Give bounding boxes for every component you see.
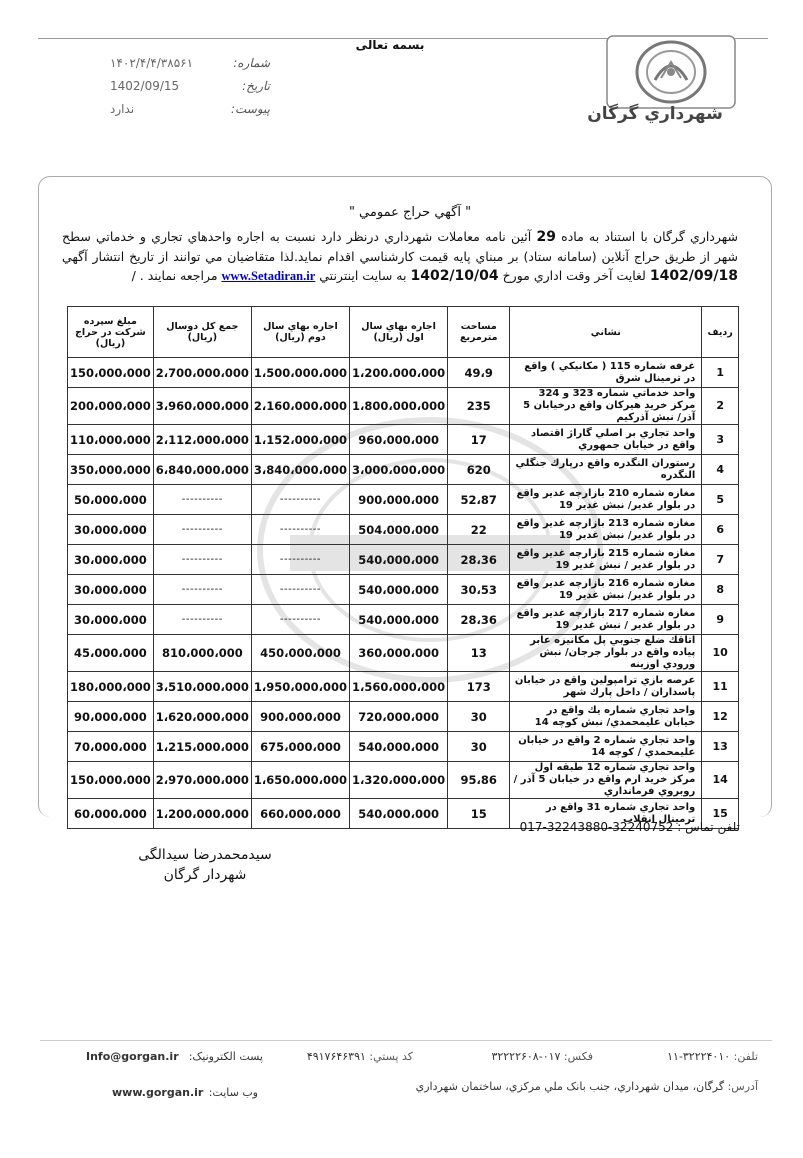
header-address: نشاني [510,307,702,358]
cell-address: غرفه شماره 115 ( مكانيكي ) واقع در ترمينال شرق [510,358,702,388]
cell-total: ---------- [153,545,251,575]
footer-tel-label: تلفن: [733,1050,758,1063]
cell-total: 6،840،000،000 [153,455,251,485]
cell-row-no: 4 [702,455,739,485]
notice-text-2: آئين نامه معاملات شهرداري درنظر دارد نسبت به اجاره واحدهاي تجاري و خدماتي سطح شهر از طريق حراج آنلاين (سامانه ستاد) بر مبناي پايه قيمت كارشناسي اقدام نمايد.لذا متقاضيان مي توانند از تاريخ انتشار آگهي [62,229,738,264]
cell-rent-year1: 1،200،000،000 [350,358,448,388]
cell-deposit: 90،000،000 [68,702,154,732]
footer-address [398,1080,758,1093]
footer-web-link[interactable]: www.gorgan.ir [112,1086,204,1099]
table-row [68,732,739,762]
cell-row-no: 14 [702,762,739,799]
bismillah-heading: بسمه تعالی [355,38,425,52]
cell-address: مغازه شماره 210 بازارچه غدير واقع در بلوار غدير/ نبش غدير 19 [510,485,702,515]
cell-total: 2،112،000،000 [153,425,251,455]
cell-rent-year1: 1،320،000،000 [350,762,448,799]
letter-date-row [110,79,270,99]
cell-address: اتاقك ضلع جنوبي پل مكانيزه عابر پياده واقع در بلوار جرجان/ نبش ورودي اوزينه [510,635,702,672]
signature-block [120,845,290,885]
cell-rent-year2: 675،000،000 [251,732,349,762]
cell-total: 1،200،000،000 [153,799,251,829]
cell-row-no: 8 [702,575,739,605]
cell-deposit: 110،000،000 [68,425,154,455]
footer-postal-value: ۴۹۱۷۶۴۶۳۹۱ [306,1050,366,1063]
letter-number-row [110,56,270,76]
cell-rent-year1: 360،000،000 [350,635,448,672]
cell-area: 52،87 [448,485,510,515]
auction-table-body [68,358,739,829]
cell-row-no: 2 [702,388,739,425]
cell-total: 1،215،000،000 [153,732,251,762]
cell-address: واحد تجاري شماره 12 طبقه اول مركز خريد ارم واقع در خيابان 5 آذر / روبروي فرمانداري [510,762,702,799]
setadiran-link[interactable]: www.Setadiran.ir [221,269,316,283]
footer-fax-label: فكس: [563,1050,593,1063]
signer-name: سیدمحمدرضا سیدالگی [138,847,272,863]
cell-row-no: 10 [702,635,739,672]
cell-rent-year2: 450،000،000 [251,635,349,672]
table-row [68,545,739,575]
cell-deposit: 50،000،000 [68,485,154,515]
cell-address: مغازه شماره 213 بازارچه غدير واقع در بلوار غدير/ نبش غدير 19 [510,515,702,545]
cell-deposit: 30،000،000 [68,605,154,635]
table-header-row [68,307,739,358]
cell-rent-year1: 540،000،000 [350,575,448,605]
cell-rent-year2: 900،000،000 [251,702,349,732]
cell-total: ---------- [153,515,251,545]
cell-area: 30 [448,732,510,762]
table-row [68,388,739,425]
cell-deposit: 150،000،000 [68,762,154,799]
cell-rent-year2: ---------- [251,545,349,575]
table-row [68,515,739,545]
article-number: 29 [536,229,556,245]
cell-area: 173 [448,672,510,702]
cell-rent-year2: ---------- [251,485,349,515]
cell-total: 2،700،000،000 [153,358,251,388]
cell-rent-year1: 3،000،000،000 [350,455,448,485]
cell-row-no: 7 [702,545,739,575]
header-row-no: رديف [702,307,739,358]
attachment-label: پیوست: [230,102,270,116]
cell-rent-year1: 960،000،000 [350,425,448,455]
cell-total: ---------- [153,485,251,515]
notice-text-3: لغايت آخر وقت اداري مورخ [498,268,650,283]
cell-row-no: 1 [702,358,739,388]
cell-area: 15 [448,799,510,829]
table-row [68,702,739,732]
cell-row-no: 6 [702,515,739,545]
footer-address-value: گرگان، ميدان شهرداري، جنب بانک ملي مركزي، ساختمان شهرداري [415,1080,725,1093]
footer-email-link[interactable]: Info@gorgan.ir [86,1050,179,1063]
cell-rent-year2: 1،500،000،000 [251,358,349,388]
table-row [68,485,739,515]
table-row [68,425,739,455]
contact-phone [510,820,740,834]
cell-rent-year2: 3،840،000،000 [251,455,349,485]
cell-total: ---------- [153,575,251,605]
cell-address: عرصه بازي ترامپولين واقع در خيابان پاسداران / داخل پارك شهر [510,672,702,702]
end-date: 1402/10/04 [410,268,499,284]
cell-row-no: 5 [702,485,739,515]
cell-rent-year2: 1،650،000،000 [251,762,349,799]
cell-row-no: 15 [702,799,739,829]
cell-rent-year1: 1،800،000،000 [350,388,448,425]
org-name: شهرداري گرگان [587,104,723,124]
signer-title: شهردار گرگان [163,867,247,883]
notice-text-1: شهرداري گرگان با استناد به ماده [555,229,738,244]
cell-rent-year2: ---------- [251,605,349,635]
cell-deposit: 60،000،000 [68,799,154,829]
cell-deposit: 200،000،000 [68,388,154,425]
table-row [68,635,739,672]
footer-postal [307,1050,413,1063]
cell-area: 28،36 [448,545,510,575]
notice-text-5: مراجعه نمايند . / [131,268,222,283]
table-row [68,575,739,605]
footer-address-label: آدرس: [727,1080,758,1093]
cell-area: 13 [448,635,510,672]
cell-rent-year1: 1،560،000،000 [350,672,448,702]
cell-row-no: 12 [702,702,739,732]
table-row [68,455,739,485]
footer-fax [491,1050,593,1063]
cell-deposit: 150،000،000 [68,358,154,388]
cell-address: واحد تجاري شماره 31 واقع در ترمينال انقلاب [510,799,702,829]
auction-table [67,306,739,829]
footer-fax-value: ۰۱۷-۳۲۲۲۲۶۰۸ [491,1050,561,1063]
footer-email-label: پست الكترونيک: [188,1050,263,1063]
cell-address: مغازه شماره 216 بازارچه غدير واقع در بلوار غدير/ نبش غدير 19 [510,575,702,605]
number-value: ۱۴۰۲/۴/۴/۳۸۵۶۱ [110,56,194,70]
table-row [68,762,739,799]
cell-row-no: 13 [702,732,739,762]
cell-total: 810،000،000 [153,635,251,672]
cell-deposit: 30،000،000 [68,545,154,575]
notice-text-4: به سايت اينترنتي [315,268,411,283]
number-label: شماره: [233,56,270,70]
cell-area: 17 [448,425,510,455]
cell-rent-year1: 540،000،000 [350,605,448,635]
cell-address: واحد تجاري شماره يك واقع در خيابان عليمحمدي/ نبش كوچه 14 [510,702,702,732]
table-row [68,358,739,388]
cell-rent-year1: 720،000،000 [350,702,448,732]
cell-rent-year2: 2،160،000،000 [251,388,349,425]
cell-rent-year2: 1،152،000،000 [251,425,349,455]
cell-area: 22 [448,515,510,545]
cell-deposit: 30،000،000 [68,575,154,605]
cell-area: 235 [448,388,510,425]
cell-total: 3،510،000،000 [153,672,251,702]
cell-rent-year1: 540،000،000 [350,545,448,575]
header-deposit: مبلغ سپرده شركت در حراج (ريال) [68,307,154,358]
cell-rent-year1: 504،000،000 [350,515,448,545]
cell-address: مغازه شماره 217 بازارچه غدير واقع در بلوار غدير / نبش غدير 19 [510,605,702,635]
cell-rent-year2: ---------- [251,515,349,545]
header-rent-year2: اجاره بهاي سال دوم (ريال) [251,307,349,358]
letter-attachment-row [110,102,270,122]
footer-postal-label: كد پستي: [369,1050,413,1063]
cell-address: واحد تجاري شماره 2 واقع در خيابان عليمحمدي / كوچه 14 [510,732,702,762]
table-row [68,672,739,702]
cell-deposit: 70،000،000 [68,732,154,762]
cell-area: 30،53 [448,575,510,605]
start-date: 1402/09/18 [649,268,738,284]
cell-area: 49،9 [448,358,510,388]
cell-area: 30 [448,702,510,732]
cell-address: مغازه شماره 215 بازارچه غدير واقع در بلوار غدير / نبش غدير 19 [510,545,702,575]
cell-total: ---------- [153,605,251,635]
cell-rent-year1: 540،000،000 [350,799,448,829]
attachment-value: ندارد [110,102,135,116]
phone-label: تلفن تماس : [677,820,740,834]
cell-deposit: 30،000،000 [68,515,154,545]
cell-rent-year2: ---------- [251,575,349,605]
municipality-logo [605,34,737,110]
cell-deposit: 350،000،000 [68,455,154,485]
cell-deposit: 180،000،000 [68,672,154,702]
cell-row-no: 11 [702,672,739,702]
cell-total: 1،620،000،000 [153,702,251,732]
date-value: 1402/09/15 [110,79,180,93]
footer-rule [40,1040,772,1041]
phone-value: 017-32243880-32240752 [519,820,674,834]
cell-total: 3،960،000،000 [153,388,251,425]
cell-address: واحد تجاري بر اصلي گاراژ اقتصاد واقع در خيابان جمهوري [510,425,702,455]
footer-tel-value: ۳۲۲۲۴۰۱۰-۱۱ [667,1050,731,1063]
cell-area: 620 [448,455,510,485]
cell-row-no: 9 [702,605,739,635]
cell-area: 95،86 [448,762,510,799]
date-label: تاریخ: [242,79,270,93]
footer-tel [667,1050,758,1063]
cell-address: رستوران النگدره واقع درپارك جنگلي النگدره [510,455,702,485]
cell-deposit: 45،000،000 [68,635,154,672]
table-row [68,605,739,635]
notice-paragraph [62,227,738,286]
emblem-icon [605,34,737,110]
cell-rent-year2: 660،000،000 [251,799,349,829]
cell-rent-year1: 540،000،000 [350,732,448,762]
header-rent-year1: اجاره بهاي سال اول (ريال) [350,307,448,358]
cell-area: 28،36 [448,605,510,635]
footer-web-label: وب سايت: [208,1086,258,1099]
cell-rent-year2: 1،950،000،000 [251,672,349,702]
header-total: جمع كل دوسال (ريال) [153,307,251,358]
cell-rent-year1: 900،000،000 [350,485,448,515]
header-area: مساحت مترمربع [448,307,510,358]
cell-address: واحد خدماتي شماره 323 و 324 مركز خريد هيركان واقع درخيابان 5 آذر/ نبش آذركيم [510,388,702,425]
cell-total: 2،970،000،000 [153,762,251,799]
cell-row-no: 3 [702,425,739,455]
notice-title: " آگهي حراج عمومي " [348,205,472,220]
